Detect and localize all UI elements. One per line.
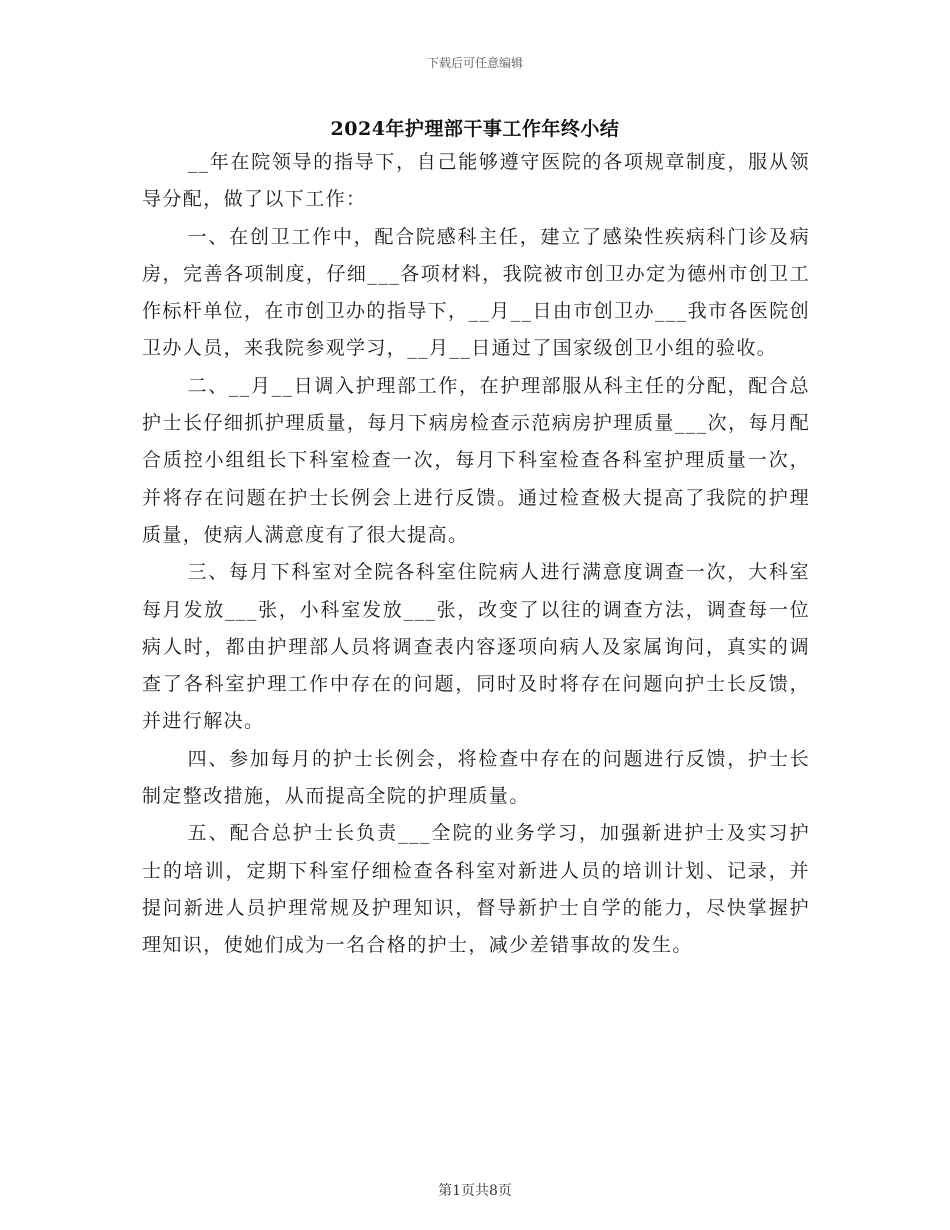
paragraph-intro: __年在院领导的指导下，自己能够遵守医院的各项规章制度，服从领导分配，做了以下工作： [142,151,810,211]
document-body [142,144,810,965]
paragraph-item-4: 四、参加每月的护士长例会，将检查中存在的问题进行反馈，护士长制定整改措施，从而提高全院的护理质量。 [142,747,810,808]
page-header-note: 下载后可任意编辑 [426,56,523,70]
paragraph-item-2: 二、__月__日调入护理部工作，在护理部服从科主任的分配，配合总护士长仔细抓护理质量，每月下病房检查示范病房护理质量___次，每月配合质控小组组长下科室检查一次，每月下科室检查各科室护理质量一次，并将存在问题在护士长例会上进行反馈。通过检查极大提高了我院的护理质量，使病人满意度有了很大提高。 [142,374,810,546]
paragraph-item-1: 一、在创卫工作中，配合院感科主任，建立了感染性疾病科门诊及病房，完善各项制度，仔细___各项材料，我院被市创卫办定为德州市创卫工作标杆单位，在市创卫办的指导下，__月__日由市创卫办___我市各医院创卫办人员，来我院参观学习，__月__日通过了国家级创卫小组的验收。 [142,225,810,360]
paragraph-item-5: 五、配合总护士长负责___全院的业务学习，加强新进护士及实习护士的培训，定期下科室仔细检查各科室对新进人员的培训计划、记录，并提问新进人员护理常规及护理知识，督导新护士自学的能力，尽快掌握护理知识，使她们成为一名合格的护士，减少差错事故的发生。 [142,822,810,957]
document-title: 2024年护理部干事工作年终小结 [330,118,620,140]
page-number: 第1页共8页 [438,1183,512,1199]
paragraph-item-3: 三、每月下科室对全院各科室住院病人进行满意度调查一次，大科室每月发放___张，小科室发放___张，改变了以往的调查方法，调查每一位病人时，都由护理部人员将调查表内容逐项向病人及家属询问，真实的调查了各科室护理工作中存在的问题，同时及时将存在问题向护士长反馈，并进行解决。 [142,561,810,733]
